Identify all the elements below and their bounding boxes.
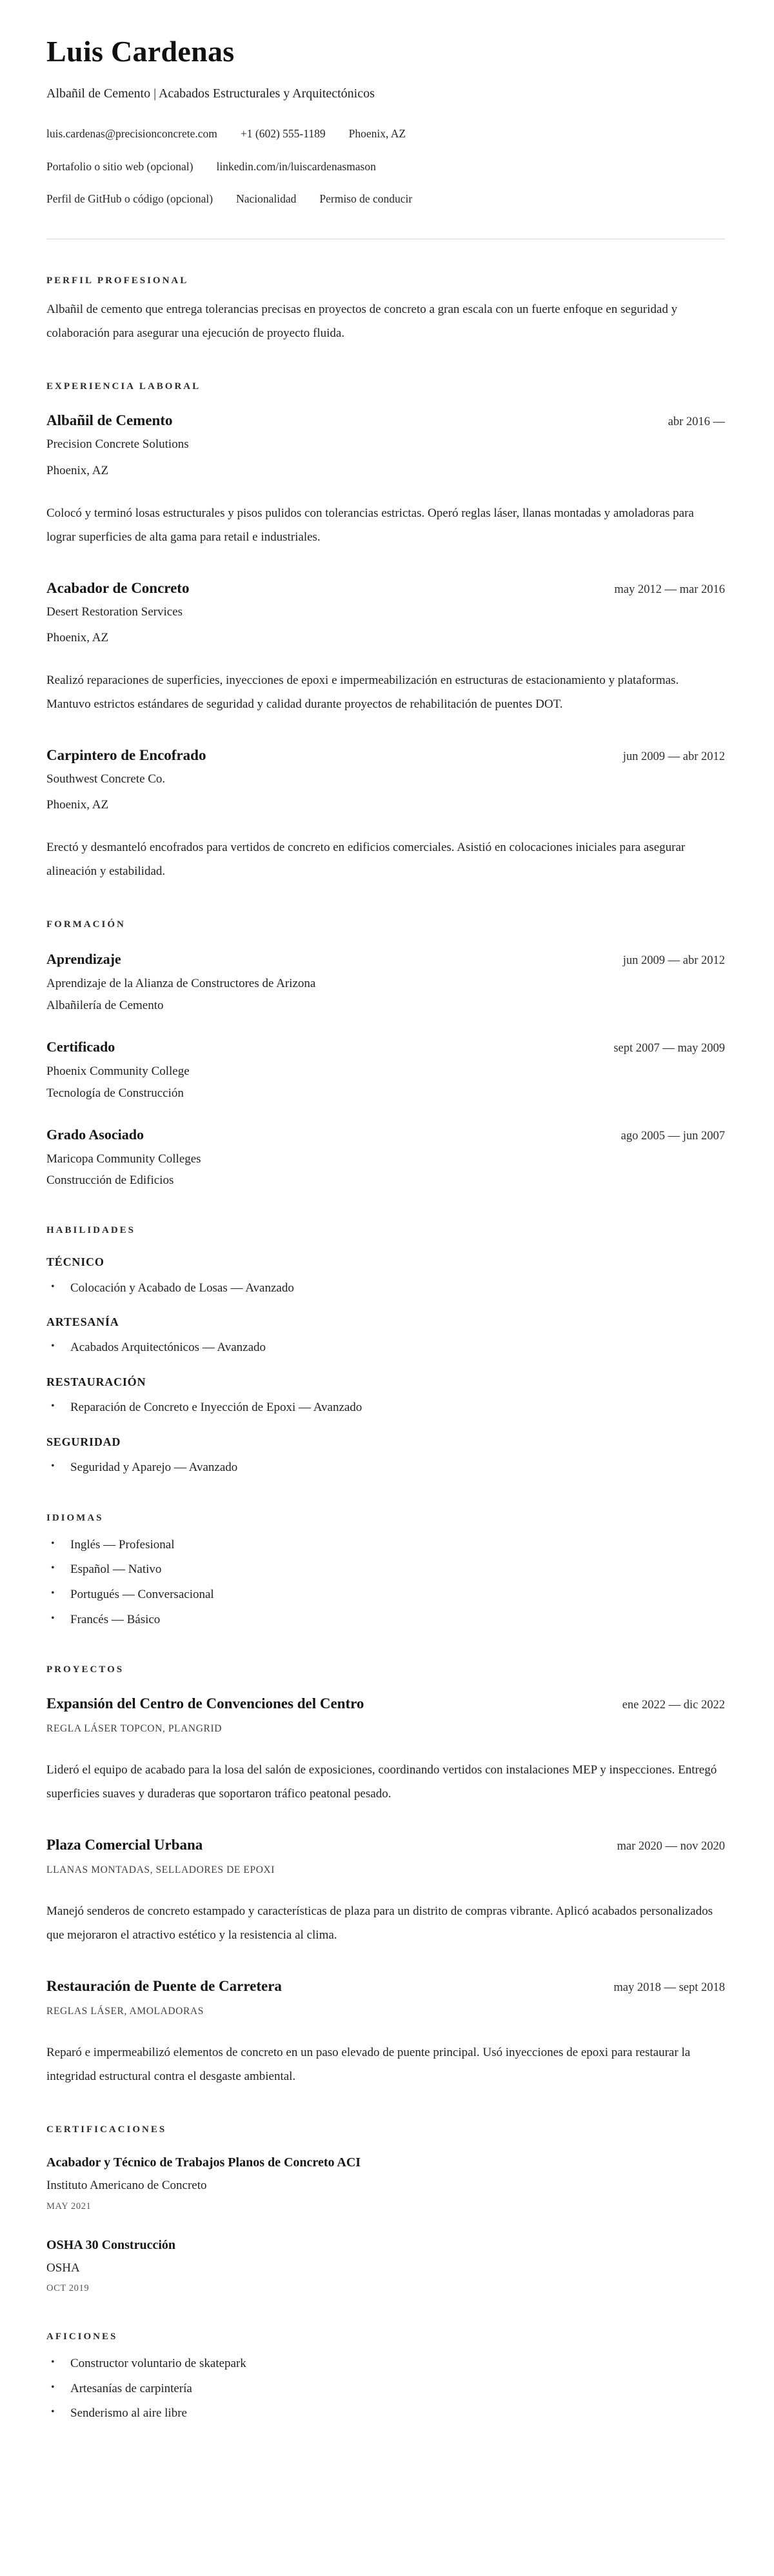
- skill-category-label: SEGURIDAD: [46, 1435, 121, 1448]
- hobby-item: • Senderismo al aire libre: [46, 2404, 725, 2422]
- github-text: Perfil de GitHub o código (opcional): [46, 192, 213, 206]
- contact-row-3: [46, 192, 725, 207]
- contact-row-2: [46, 159, 725, 175]
- education-degree: Grado Asociado: [46, 1126, 144, 1143]
- project-dates: ene 2022 — dic 2022: [622, 1699, 725, 1712]
- skill-category-label: RESTAURACIÓN: [46, 1375, 146, 1388]
- certification-issuer: OSHA: [46, 2261, 80, 2275]
- certification-date: MAY 2021: [46, 2201, 92, 2212]
- section-heading-profile: PERFIL PROFESIONAL: [46, 275, 189, 286]
- section-experience: [46, 380, 725, 883]
- section-heading-experience: EXPERIENCIA LABORAL: [46, 381, 201, 392]
- section-hobbies: [46, 2330, 725, 2422]
- education-entry: [46, 950, 725, 1013]
- project-entry-header: [46, 1835, 725, 1855]
- skill-category-label: TÉCNICO: [46, 1255, 104, 1269]
- project-entry: [46, 1977, 725, 2088]
- hobby-list: [46, 2355, 725, 2422]
- project-tools: REGLA LÁSER TOPCON, PLANGRID: [46, 1723, 223, 1735]
- language-item: • Inglés — Profesional: [46, 1536, 725, 1554]
- skill-item: • Seguridad y Aparejo — Avanzado: [46, 1459, 725, 1477]
- section-profile: [46, 274, 725, 345]
- skill-item: • Acabados Arquitectónicos — Avanzado: [46, 1339, 725, 1357]
- person-name: Luis Cardenas: [46, 35, 235, 68]
- contact-row-1: [46, 126, 725, 142]
- section-projects: [46, 1663, 725, 2088]
- project-title: Restauración de Puente de Carretera: [46, 1978, 282, 1995]
- job-dates: abr 2016 —: [668, 415, 725, 429]
- portfolio-text: Portafolio o sitio web (opcional): [46, 159, 194, 173]
- skill-item: • Colocación y Acabado de Losas — Avanzado: [46, 1279, 725, 1297]
- job-location: Phoenix, AZ: [46, 463, 109, 477]
- nationality-text: Nacionalidad: [236, 192, 297, 206]
- job-entry: [46, 411, 725, 548]
- job-location: Phoenix, AZ: [46, 798, 109, 812]
- job-title: Carpintero de Encofrado: [46, 746, 206, 763]
- job-description: Colocó y terminó losas estructurales y pisos pulidos con tolerancias estrictas. Operó reglas láser, llanas montadas y amoladoras para lograr superficies de alta gama para retail e industriales.: [46, 506, 694, 544]
- project-entry: [46, 1694, 725, 1806]
- job-entry-header: [46, 411, 725, 430]
- hobby-item: • Artesanías de carpintería: [46, 2380, 725, 2398]
- email-text: luis.cardenas@precisionconcrete.com: [46, 126, 217, 140]
- profile-summary: Albañil de cemento que entrega tolerancias precisas en proyectos de concreto a gran escala con un fuerte enfoque en seguridad y colaboración para asegurar una ejecución de proyecto fluida.: [46, 303, 678, 341]
- skill-item: • Reparación de Concreto e Inyección de Epoxi — Avanzado: [46, 1399, 725, 1417]
- education-school: Aprendizaje de la Alianza de Constructores de Arizona: [46, 977, 316, 990]
- certification-entry: [46, 2237, 725, 2295]
- project-entry-header: [46, 1694, 725, 1713]
- certification-name: OSHA 30 Construcción: [46, 2237, 176, 2252]
- section-education: [46, 918, 725, 1189]
- project-entry: [46, 1835, 725, 1947]
- skill-list: [46, 1459, 725, 1477]
- job-entry-header: [46, 579, 725, 598]
- resume-header: [46, 35, 725, 207]
- education-school: Maricopa Community Colleges: [46, 1152, 201, 1166]
- project-tools: REGLAS LÁSER, AMOLADORAS: [46, 2006, 204, 2017]
- education-degree: Aprendizaje: [46, 951, 121, 968]
- education-field: Albañilería de Cemento: [46, 998, 164, 1012]
- skill-group: [46, 1254, 725, 1297]
- skill-category-label: ARTESANÍA: [46, 1315, 119, 1329]
- education-field: Construcción de Edificios: [46, 1173, 174, 1188]
- job-title: Albañil de Cemento: [46, 412, 173, 429]
- job-dates: may 2012 — mar 2016: [614, 583, 725, 596]
- education-dates: ago 2005 — jun 2007: [620, 1130, 725, 1143]
- section-heading-hobbies: AFICIONES: [46, 2331, 118, 2342]
- driving-license-text: Permiso de conducir: [319, 192, 413, 206]
- section-heading-education: FORMACIÓN: [46, 919, 126, 930]
- job-dates: jun 2009 — abr 2012: [622, 750, 725, 763]
- project-dates: may 2018 — sept 2018: [613, 1981, 725, 1995]
- project-title: Plaza Comercial Urbana: [46, 1837, 203, 1853]
- section-heading-languages: IDIOMAS: [46, 1512, 104, 1523]
- phone-text: +1 (602) 555-1189: [240, 126, 326, 140]
- language-item: • Francés — Básico: [46, 1611, 725, 1629]
- job-company: Desert Restoration Services: [46, 604, 183, 619]
- education-entry-header: [46, 1126, 725, 1144]
- education-entry: [46, 1126, 725, 1189]
- education-field: Tecnología de Construcción: [46, 1086, 184, 1100]
- job-entry: [46, 746, 725, 883]
- project-description: Reparó e impermeabilizó elementos de concreto en un paso elevado de puente principal. Usó inyecciones de epoxi para restaurar la integridad estructural contra el desgaste ambiental.: [46, 2045, 691, 2084]
- section-heading-projects: PROYECTOS: [46, 1664, 124, 1675]
- skill-list: [46, 1279, 725, 1297]
- job-description: Realizó reparaciones de superficies, inyecciones de epoxi e impermeabilización en estructuras de estacionamiento y plataformas. Mantuvo estrictos estándares de seguridad y calidad durante proyectos de rehabilitación de puentes DOT.: [46, 673, 679, 711]
- project-description: Lideró el equipo de acabado para la losa del salón de exposiciones, coordinando vertidos con instalaciones MEP y inspecciones. Entregó superficies suaves y duraderas que soportaron tráfico peatonal pesado.: [46, 1763, 717, 1801]
- certification-entry: [46, 2154, 725, 2213]
- section-skills: [46, 1224, 725, 1477]
- certification-name: Acabador y Técnico de Trabajos Planos de Concreto ACI: [46, 2155, 361, 2170]
- linkedin-text: linkedin.com/in/luiscardenasmason: [216, 159, 376, 173]
- education-school: Phoenix Community College: [46, 1064, 190, 1078]
- skill-list: [46, 1399, 725, 1417]
- language-list: [46, 1536, 725, 1628]
- certification-date: OCT 2019: [46, 2283, 90, 2294]
- project-description: Manejó senderos de concreto estampado y características de plaza para un distrito de compras vibrante. Aplicó acabados personalizados que mejoraron el atractivo estético y la resistencia al clima.: [46, 1904, 713, 1942]
- skill-group: [46, 1314, 725, 1357]
- job-company: Southwest Concrete Co.: [46, 772, 166, 786]
- project-entry-header: [46, 1977, 725, 1996]
- project-dates: mar 2020 — nov 2020: [617, 1840, 725, 1853]
- section-heading-certifications: CERTIFICACIONES: [46, 2124, 167, 2135]
- skill-group: [46, 1374, 725, 1417]
- education-dates: sept 2007 — may 2009: [613, 1042, 725, 1055]
- skill-group: [46, 1434, 725, 1477]
- location-text: Phoenix, AZ: [348, 126, 406, 140]
- skill-list: [46, 1339, 725, 1357]
- job-title: Acabador de Concreto: [46, 579, 190, 596]
- language-item: • Español — Nativo: [46, 1561, 725, 1579]
- education-entry-header: [46, 950, 725, 969]
- job-entry-header: [46, 746, 725, 765]
- education-dates: jun 2009 — abr 2012: [622, 954, 725, 968]
- education-degree: Certificado: [46, 1039, 115, 1055]
- job-description: Erectó y desmanteló encofrados para vertidos de concreto en edificios comerciales. Asistió en colocaciones iniciales para asegurar alineación y estabilidad.: [46, 841, 686, 879]
- certification-issuer: Instituto Americano de Concreto: [46, 2179, 207, 2193]
- section-languages: [46, 1512, 725, 1628]
- section-heading-skills: HABILIDADES: [46, 1225, 136, 1236]
- education-entry: [46, 1038, 725, 1101]
- job-location: Phoenix, AZ: [46, 631, 109, 645]
- hobby-item: • Constructor voluntario de skatepark: [46, 2355, 725, 2373]
- job-company: Precision Concrete Solutions: [46, 437, 189, 452]
- project-tools: LLANAS MONTADAS, SELLADORES DE EPOXI: [46, 1864, 275, 1876]
- education-entry-header: [46, 1038, 725, 1057]
- project-title: Expansión del Centro de Convenciones del Centro: [46, 1695, 364, 1712]
- section-certifications: [46, 2123, 725, 2295]
- language-item: • Portugués — Conversacional: [46, 1586, 725, 1604]
- person-headline: Albañil de Cemento | Acabados Estructurales y Arquitectónicos: [46, 86, 375, 101]
- job-entry: [46, 579, 725, 716]
